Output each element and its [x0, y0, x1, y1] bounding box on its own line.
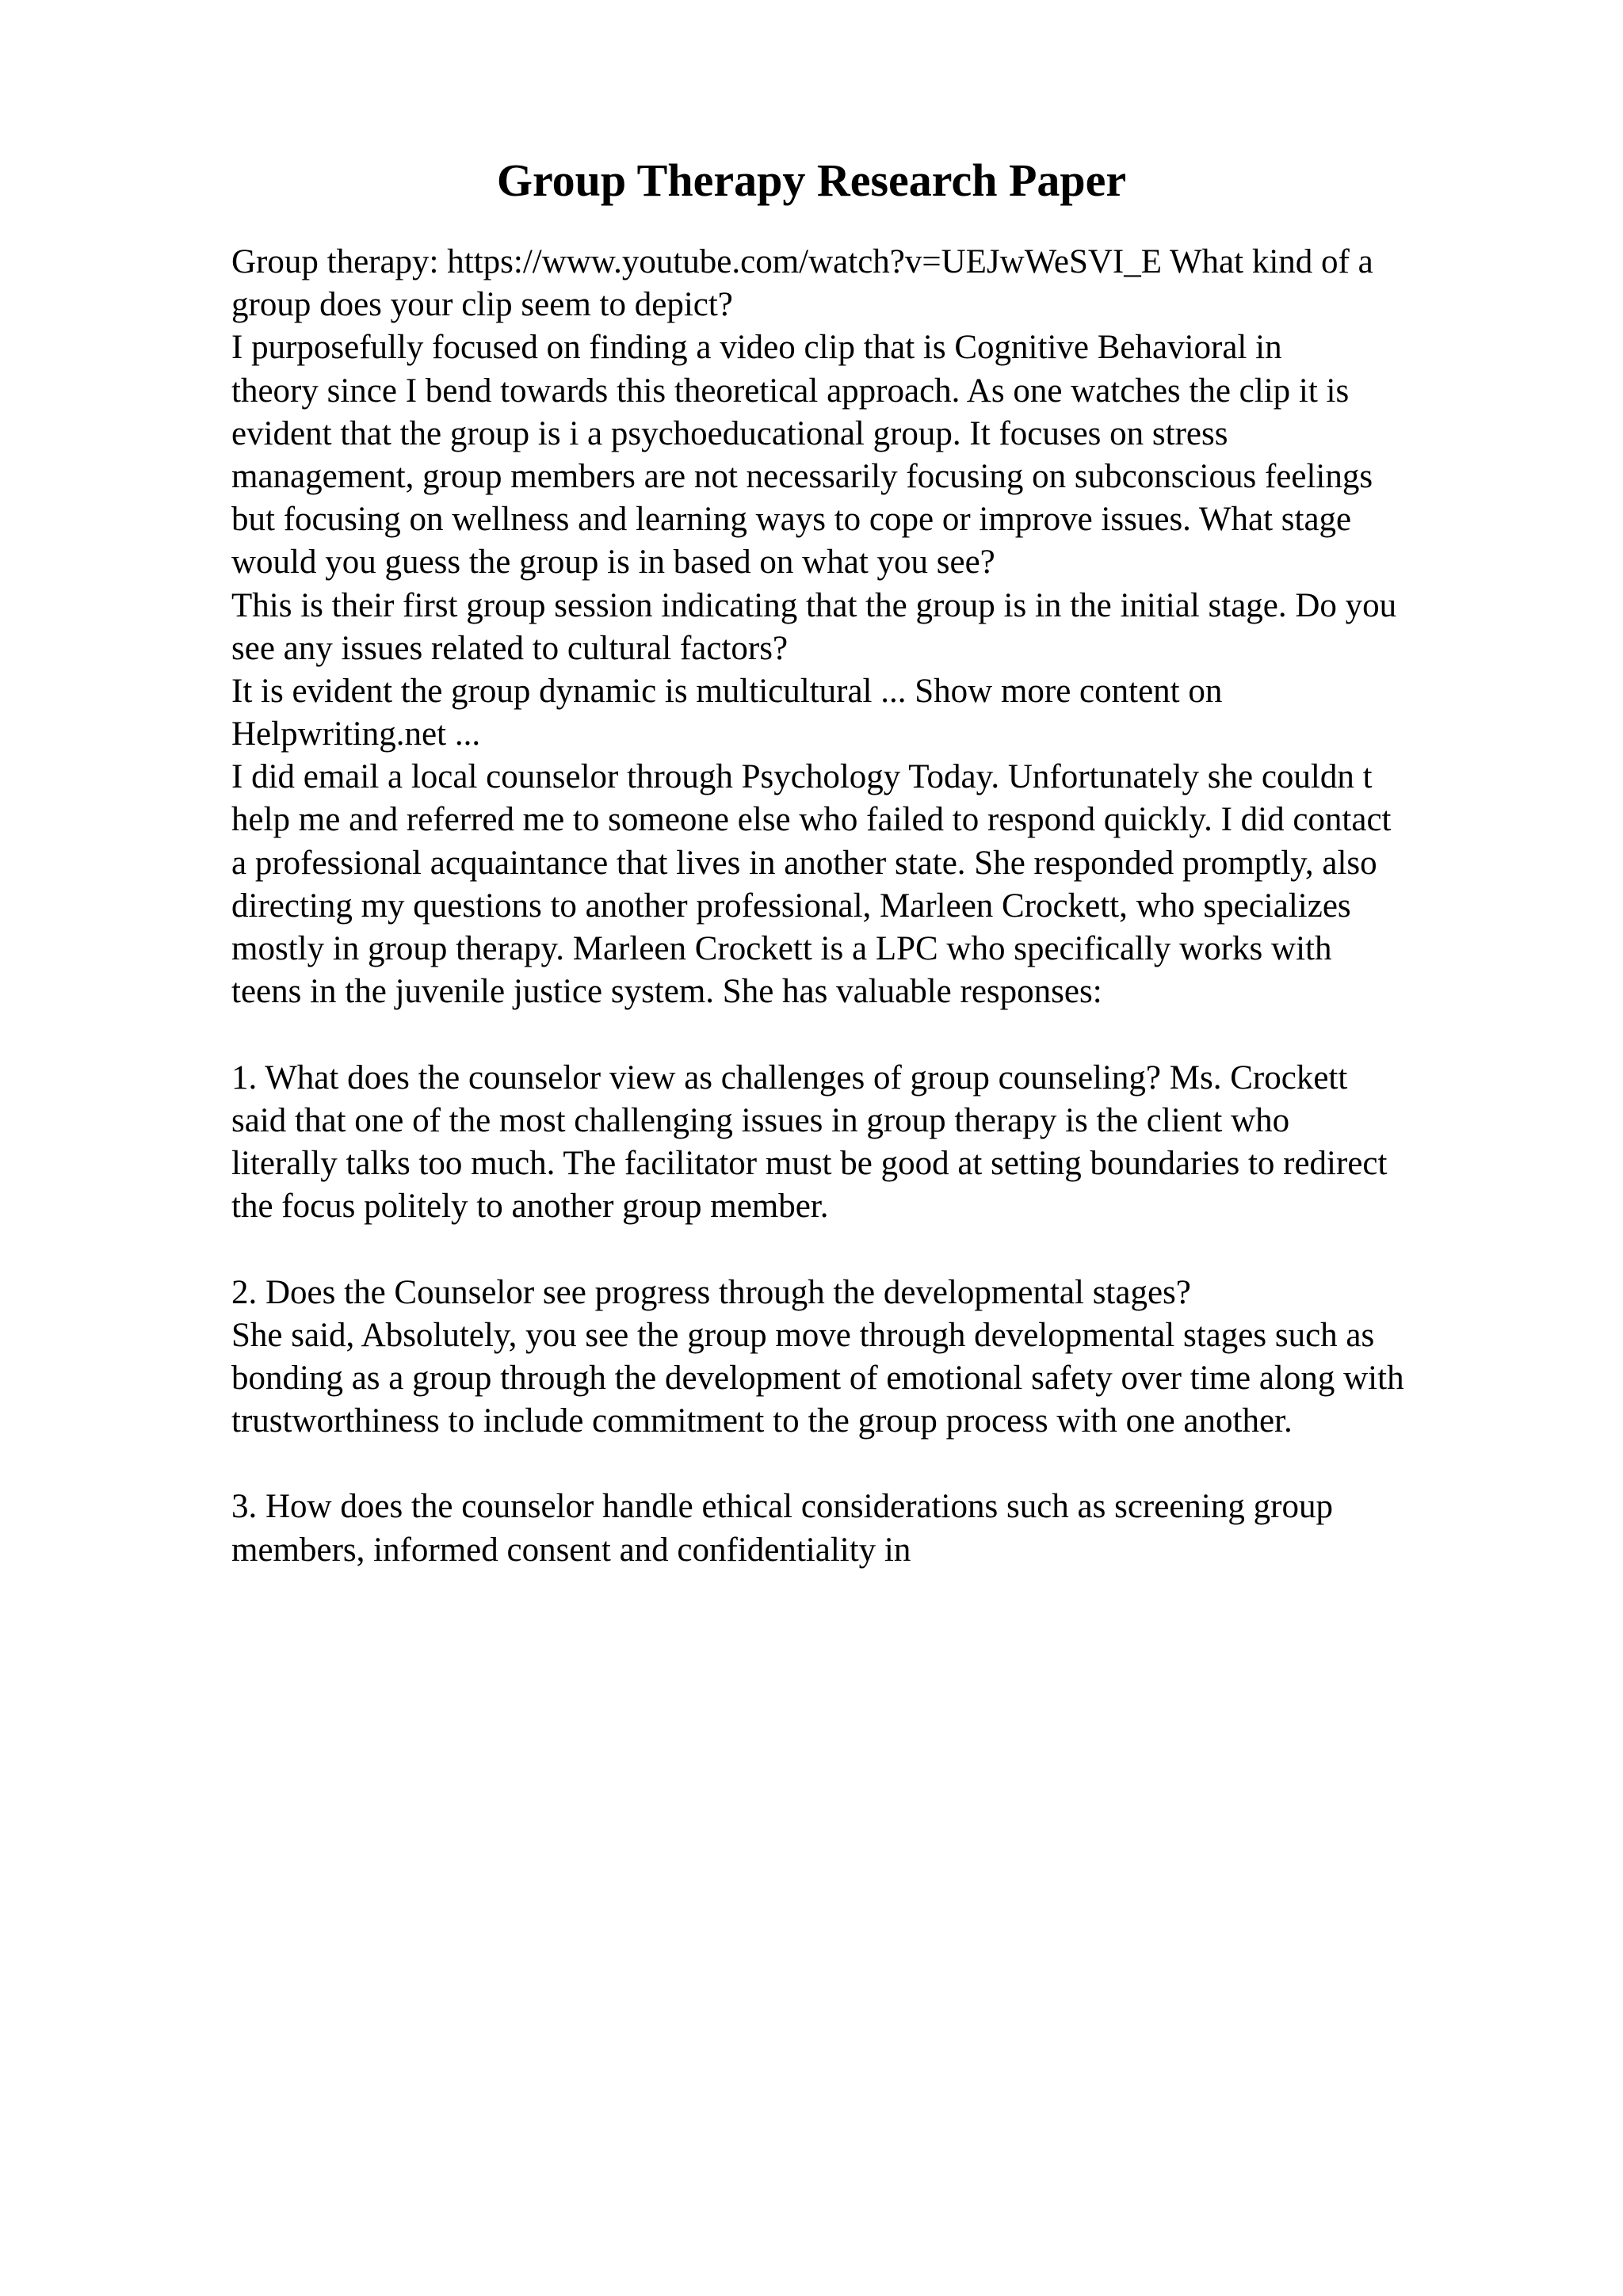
- text-line: 2. Does the Counselor see progress through the developmental stages?: [231, 1273, 1191, 1311]
- text-line: would you guess the group is in based on what you see?: [231, 543, 995, 582]
- page-title: Group Therapy Research Paper: [496, 154, 1127, 206]
- text-line: theory since I bend towards this theoretical approach. As one watches the clip it is: [231, 372, 1350, 410]
- text-line: I did email a local counselor through Psychology Today. Unfortunately she couldn t: [231, 758, 1373, 796]
- text-line: management, group members are not necessarily focusing on subconscious feelings: [231, 457, 1373, 495]
- text-line: the focus politely to another group member.: [231, 1188, 829, 1226]
- text-line[interactable]: Helpwriting.net ...: [231, 715, 481, 753]
- text-line: trustworthiness to include commitment to the group process with one another.: [231, 1402, 1293, 1440]
- text-line: group does your clip seem to depict?: [231, 286, 733, 324]
- text-line: directing my questions to another professional, Marleen Crockett, who specializes: [231, 887, 1351, 925]
- text-line: help me and referred me to someone else who failed to respond quickly. I did contact: [231, 801, 1392, 839]
- text-line: I purposefully focused on finding a video clip that is Cognitive Behavioral in: [231, 329, 1282, 367]
- text-line: a professional acquaintance that lives in another state. She responded promptly, also: [231, 844, 1377, 882]
- text-line: literally talks too much. The facilitator must be good at setting boundaries to redirect: [231, 1144, 1388, 1182]
- paragraph-spacer: [231, 1443, 1515, 1486]
- text-line: 3. How does the counselor handle ethical considerations such as screening group: [231, 1488, 1333, 1526]
- text-line: evident that the group is i a psychoeducational group. It focuses on stress: [231, 414, 1228, 452]
- text-line: mostly in group therapy. Marleen Crockett is a LPC who specifically works with: [231, 930, 1332, 967]
- text-line: members, informed consent and confidentiality in: [231, 1531, 911, 1569]
- text-line: 1. What does the counselor view as challenges of group counseling? Ms. Crockett: [231, 1058, 1348, 1097]
- text-line: This is their first group session indicating that the group is in the initial stage. Do you: [231, 586, 1397, 624]
- paragraph-spacer: [231, 1228, 1515, 1271]
- text-line: bonding as a group through the development of emotional safety over time along with: [231, 1359, 1404, 1397]
- text-line: She said, Absolutely, you see the group move through developmental stages such as: [231, 1316, 1375, 1354]
- text-line: said that one of the most challenging issues in group therapy is the client who: [231, 1101, 1290, 1139]
- body-text: [231, 241, 1515, 1572]
- text-line: see any issues related to cultural factors?: [231, 629, 789, 667]
- paragraph-spacer: [231, 1013, 1515, 1056]
- text-line: but focusing on wellness and learning ways to cope or improve issues. What stage: [231, 501, 1352, 539]
- text-line: It is evident the group dynamic is multicultural ... Show more content on: [231, 672, 1223, 710]
- text-line[interactable]: Group therapy: https://www.youtube.com/watch?v=UEJwWeSVI_E What kind of a: [231, 243, 1373, 280]
- text-line: teens in the juvenile justice system. She has valuable responses:: [231, 973, 1102, 1011]
